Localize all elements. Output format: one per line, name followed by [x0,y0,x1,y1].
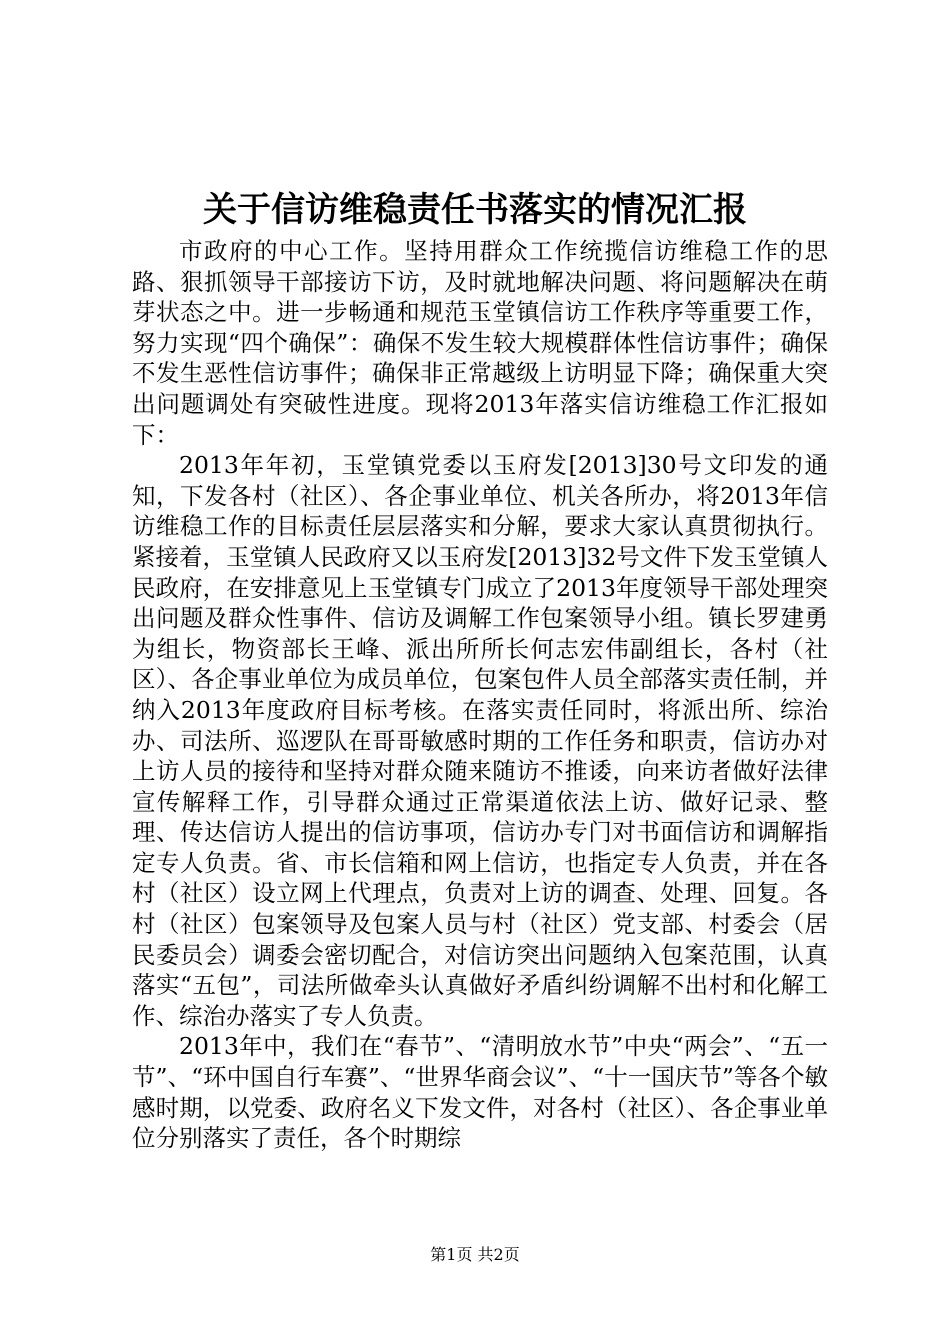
paragraph-intro: 市政府的中心工作。坚持用群众工作统揽信访维稳工作的思路、狠抓领导干部接访下访，及时就地解决问题、将问题解决在萌芽状态之中。进一步畅通和规范玉堂镇信访工作秩序等重要工作，努力实现“四个确保”：确保不发生较大规模群体性信访事件；确保不发生恶性信访事件；确保非正常越级上访明显下降；确保重大突出问题调处有突破性进度。现将2013年落实信访维稳工作汇报如下： [132,237,828,449]
document-title: 关于信访维稳责任书落实的情况汇报 [203,190,747,230]
paragraph-responsibility: 2013年年初，玉堂镇党委以玉府发[2013]30号文印发的通知，下发各村（社区）、各企事业单位、机关各所办，将2013年信访维稳工作的目标责任层层落实和分解，要求大家认真贯彻执行。紧接着，玉堂镇人民政府又以玉府发[2013]32号文件下发玉堂镇人民政府，在安排意见上玉堂镇专门成立了2013年度领导干部处理突出问题及群众性事件、信访及调解工作包案领导小组。镇长罗建勇为组长，物资部长王峰、派出所所长何志宏伟副组长，各村（社区）、各企事业单位为成员单位，包案包件人员全部落实责任制，并纳入2013年度政府目标考核。在落实责任同时，将派出所、综治办、司法所、巡逻队在哥哥敏感时期的工作任务和职责，信访办对上访人员的接待和坚持对群众随来随访不推诿，向来访者做好法律宣传解释工作，引导群众通过正常渠道依法上访、做好记录、整理、传达信访人提出的信访事项，信访办专门对书面信访和调解指定专人负责。省、市长信箱和网上信访，也指定专人负责，并在各村（社区）设立网上代理点，负责对上访的调查、处理、回复。各村（社区）包案领导及包案人员与村（社区）党支部、村委会（居民委员会）调委会密切配合，对信访突出问题纳入包案范围，认真落实“五包”，司法所做牵头认真做好矛盾纠纷调解不出村和化解工作、综治办落实了专人负责。 [132,451,828,1030]
document-body [132,236,828,1154]
page-number-footer: 第1页 共2页 [430,1245,520,1264]
paragraph-sensitive-periods: 2013年中，我们在“春节”、“清明放水节”中央“两会”、“五一节”、“环中国自行车赛”、“世界华商会议”、“十一国庆节”等各个敏感时期，以党委、政府名义下发文件，对各村（社区）、各企事业单位分别落实了责任，各个时期综 [132,1032,828,1153]
